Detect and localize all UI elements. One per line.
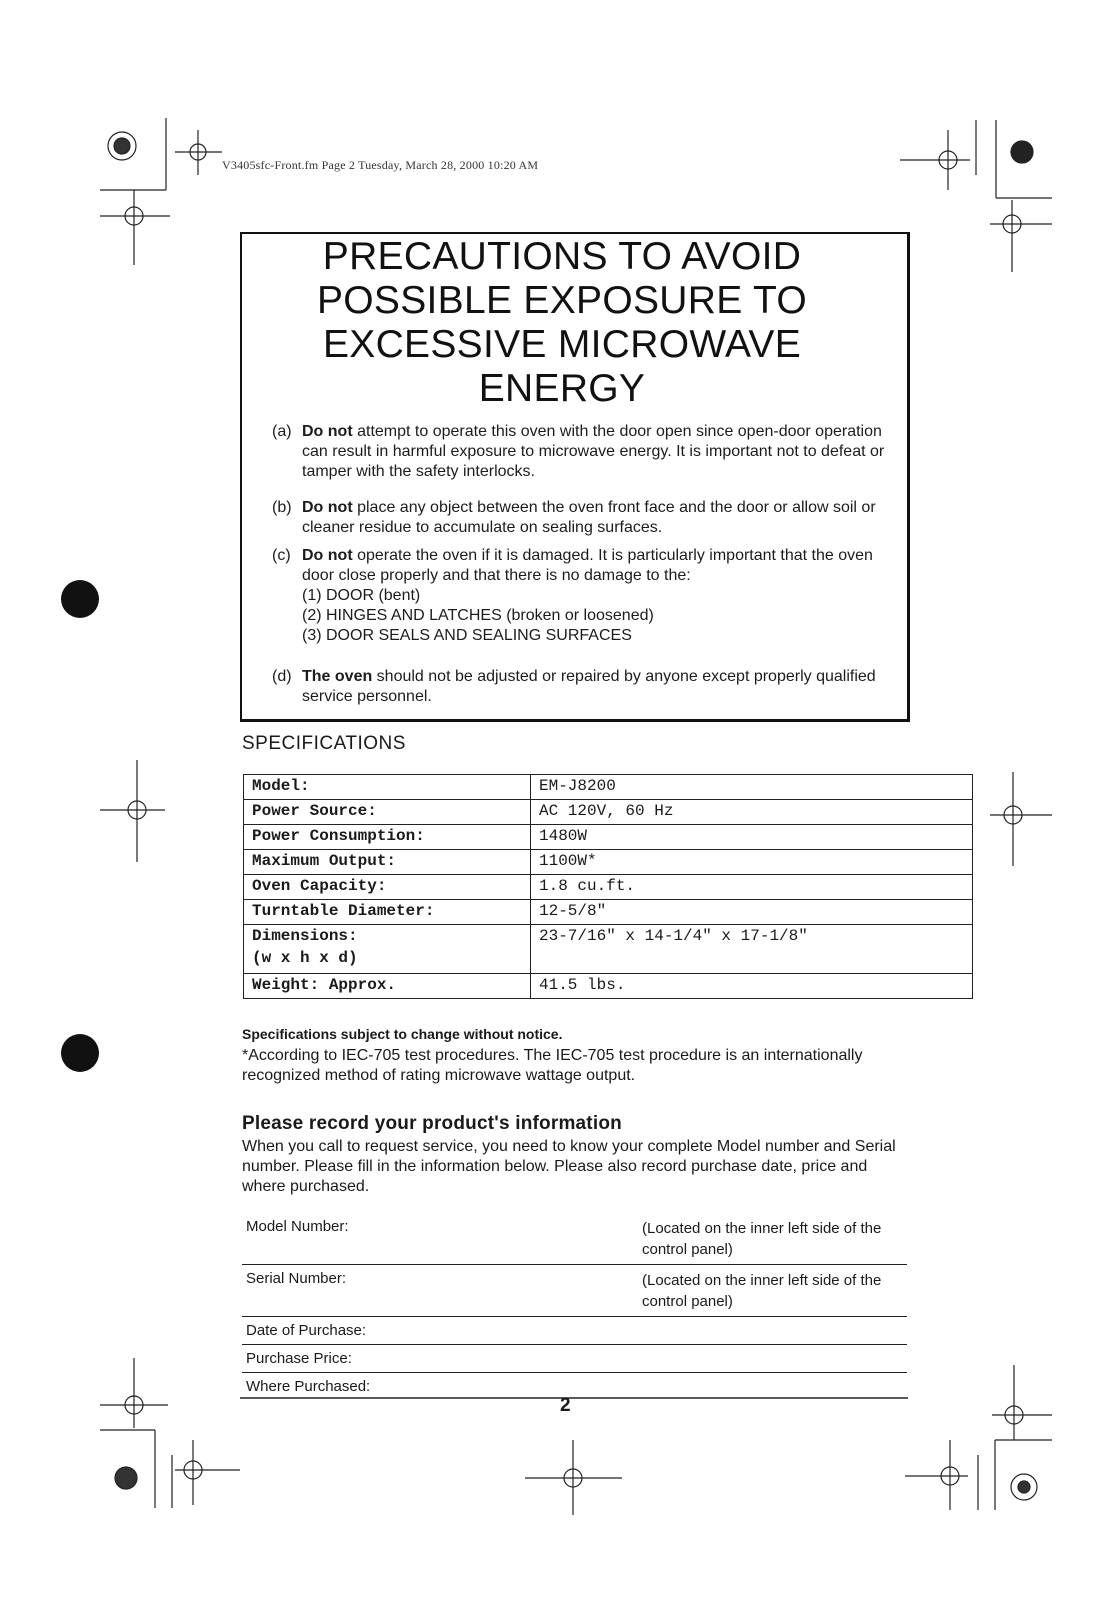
color-target-icon	[1011, 141, 1033, 163]
color-target-icon	[115, 1467, 137, 1489]
record-info-body: When you call to request service, you need to know your complete Model number and Serial number. Please fill in the information below. Please also record purchase date, price and where purchased.	[242, 1138, 896, 1195]
form-row-purchase-price: Purchase Price:	[242, 1350, 907, 1373]
form-row-model-number: Model Number: (Located on the inner left side of the control panel)	[242, 1218, 907, 1265]
precaution-item-d: (d) The oven should not be adjusted or repaired by anyone except properly qualified service personnel.	[272, 668, 876, 705]
binder-hole-icon	[61, 580, 99, 618]
table-row: Weight: Approx. 41.5 lbs.	[244, 974, 973, 999]
precautions-title-line-1: PRECAUTIONS TO AVOID	[322, 235, 802, 278]
form-row-where-purchased: Where Purchased:	[246, 1378, 371, 1395]
file-header-line: V3405sfc-Front.fm Page 2 Tuesday, March 28, 2000 10:20 AM	[222, 158, 539, 172]
color-target-icon	[114, 138, 130, 154]
table-row: Power Consumption: 1480W	[244, 825, 973, 850]
precautions-box	[240, 232, 910, 722]
precautions-title-line-2: POSSIBLE EXPOSURE TO	[316, 279, 808, 322]
form-row-date-of-purchase: Date of Purchase:	[242, 1322, 907, 1345]
spec-change-note: Specifications subject to change without notice.	[242, 1026, 563, 1042]
damage-item-seals: (3) DOOR SEALS AND SEALING SURFACES	[302, 627, 632, 644]
precaution-item-c: (c) Do not operate the oven if it is damaged. It is particularly important that the oven door close properly and that there is no damage to the: (1) DOOR (bent) (2) HINGES AND LATCHES (broken or loosened) (3) DOOR SEALS AND SEALING SURFACES	[272, 546, 897, 646]
table-row: Maximum Output: 1100W*	[244, 850, 973, 875]
specifications-heading: SPECIFICATIONS	[242, 733, 406, 754]
binder-hole-icon	[61, 1034, 99, 1072]
form-row-serial-number: Serial Number: (Located on the inner left side of the control panel)	[242, 1270, 907, 1317]
record-info-heading: Please record your product's information	[242, 1113, 622, 1134]
page-number: 2	[560, 1395, 571, 1416]
iec-footnote: *According to IEC-705 test procedures. The IEC-705 test procedure is an internationally recognized method of rating microwave wattage output.	[242, 1047, 863, 1084]
precautions-title-line-4: ENERGY	[478, 367, 646, 410]
table-row: Turntable Diameter: 12-5/8"	[244, 900, 973, 925]
precaution-item-a: (a) Do not attempt to operate this oven with the door open since open-door operation can result in harmful exposure to microwave energy. It is important not to defeat or tamper with the safety interlocks.	[272, 423, 885, 480]
precautions-title-line-3: EXCESSIVE MICROWAVE	[322, 323, 802, 366]
precaution-item-b: (b) Do not place any object between the oven front face and the door or allow soil or cleaner residue to accumulate on sealing surfaces.	[272, 499, 876, 536]
table-row: Oven Capacity: 1.8 cu.ft.	[244, 875, 973, 900]
table-row: Model: EM-J8200	[244, 775, 973, 800]
table-row: Power Source: AC 120V, 60 Hz	[244, 800, 973, 825]
damage-item-hinges: (2) HINGES AND LATCHES (broken or loosened)	[302, 607, 654, 624]
table-row: Dimensions: (w x h x d) 23-7/16" x 14-1/4" x 17-1/8"	[244, 925, 973, 974]
specifications-table	[243, 774, 973, 999]
damage-item-door: (1) DOOR (bent)	[302, 587, 421, 604]
